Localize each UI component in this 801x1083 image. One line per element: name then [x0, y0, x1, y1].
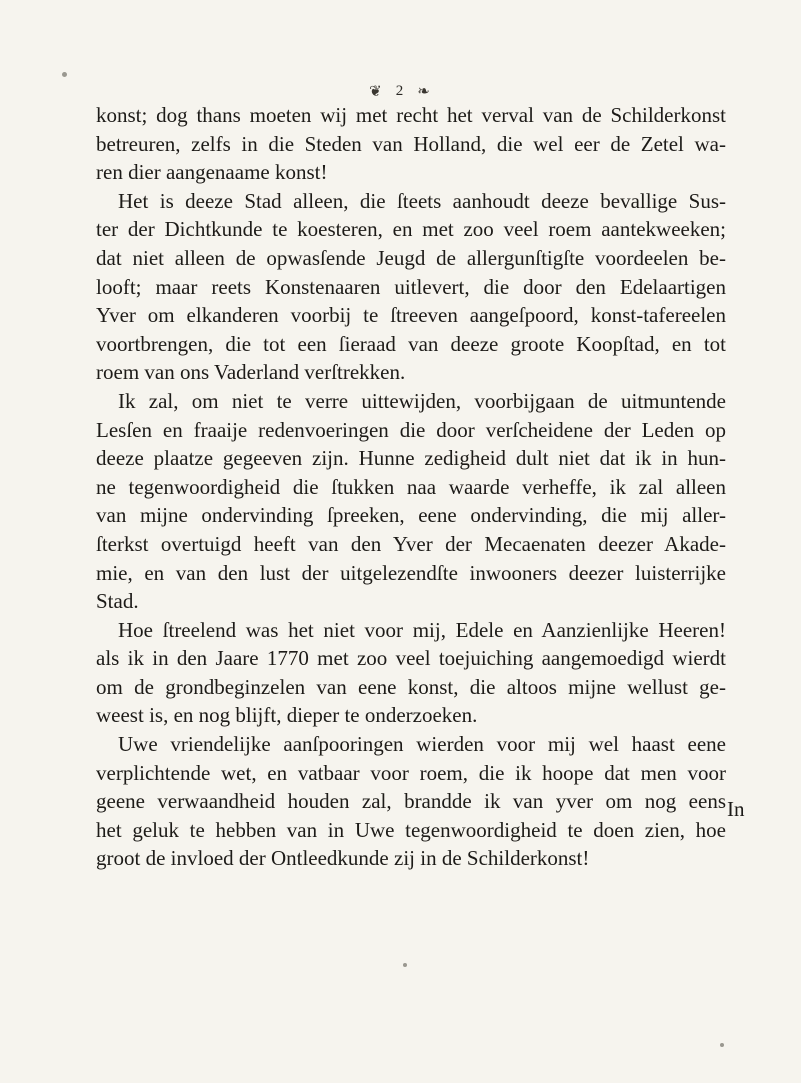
ornament-right-icon: ❧: [417, 84, 432, 100]
text-line: Hoe ſtreelend was het niet voor mij, Edele en Aanzienlijke Heeren!: [118, 617, 726, 642]
page-number: 2: [395, 83, 406, 99]
catchword: In: [727, 797, 745, 821]
text-line: als ik in den Jaare 1770 met zoo veel toejuiching aangemoedigd wierdt: [96, 646, 726, 671]
text-line: Yver om elkanderen voorbij te ſtreeven aangeſpoord, konst-tafereelen: [96, 303, 726, 328]
paper-speck: [720, 1043, 724, 1047]
text-line: dat niet alleen de opwasſende Jeugd de allergunſtigſte voordeelen be-: [96, 245, 726, 270]
text-line: geene verwaandheid houden zal, brandde ik van yver om nog eens: [96, 789, 726, 814]
text-line: konst; dog thans moeten wij met recht het verval van de Schilderkonst: [96, 103, 726, 127]
body-text: [96, 101, 726, 873]
text-line: Uwe vriendelijke aanſpooringen wierden voor mij wel haast eene: [118, 732, 726, 757]
text-line: van mijne ondervinding ſpreeken, eene ondervinding, die mij aller-: [96, 503, 726, 528]
text-line: betreuren, zelfs in die Steden van Holland, die wel eer de Zetel wa-: [96, 131, 726, 156]
text-line: ter der Dichtkunde te koesteren, en met zoo veel roem aantekweeken;: [96, 217, 726, 242]
text-line: voortbrengen, die tot een ſieraad van deeze groote Koopſtad, en tot: [96, 331, 726, 356]
text-line: mie, en van den lust der uitgelezendſte inwooners deezer luisterrijke: [96, 560, 726, 585]
text-line: groot de invloed der Ontleedkunde zij in de Schilderkonst!: [96, 846, 590, 871]
paper-speck: [62, 72, 67, 77]
text-line: ren dier aangenaame konst!: [96, 160, 328, 185]
text-line: looft; maar reets Konstenaaren uitlevert, die door den Edelaartigen: [96, 274, 726, 299]
text-line: Stad.: [96, 589, 139, 614]
text-line: ſterkst overtuigd heeft van den Yver der Mecaenaten deezer Akade-: [96, 531, 726, 556]
text-line: het geluk te hebben van in Uwe tegenwoordigheid te doen zien, hoe: [96, 817, 726, 842]
text-line: Lesſen en fraaije redenvoeringen die door verſcheidene der Leden op: [96, 417, 726, 442]
ornament-left-icon: ❦: [369, 84, 384, 100]
text-line: ne tegenwoordigheid die ſtukken naa waarde verheffe, ik zal alleen: [96, 474, 726, 499]
text-line: om de grondbeginzelen van eene konst, die altoos mijne wellust ge-: [96, 674, 726, 699]
page-header: [0, 82, 801, 101]
text-line: weest is, en nog blijft, dieper te onderzoeken.: [96, 703, 478, 728]
text-line: Ik zal, om niet te verre uittewijden, voorbijgaan de uitmuntende: [118, 388, 726, 413]
text-line: deeze plaatze gegeeven zijn. Hunne zedigheid dult niet dat ik in hun-: [96, 446, 726, 471]
text-line: verplichtende wet, en vatbaar voor roem, die ik hoope dat men voor: [96, 760, 726, 785]
text-line: roem van ons Vaderland verſtrekken.: [96, 360, 406, 385]
paper-speck: [403, 963, 407, 967]
text-line: Het is deeze Stad alleen, die ſteets aanhoudt deeze bevallige Sus-: [118, 188, 726, 213]
